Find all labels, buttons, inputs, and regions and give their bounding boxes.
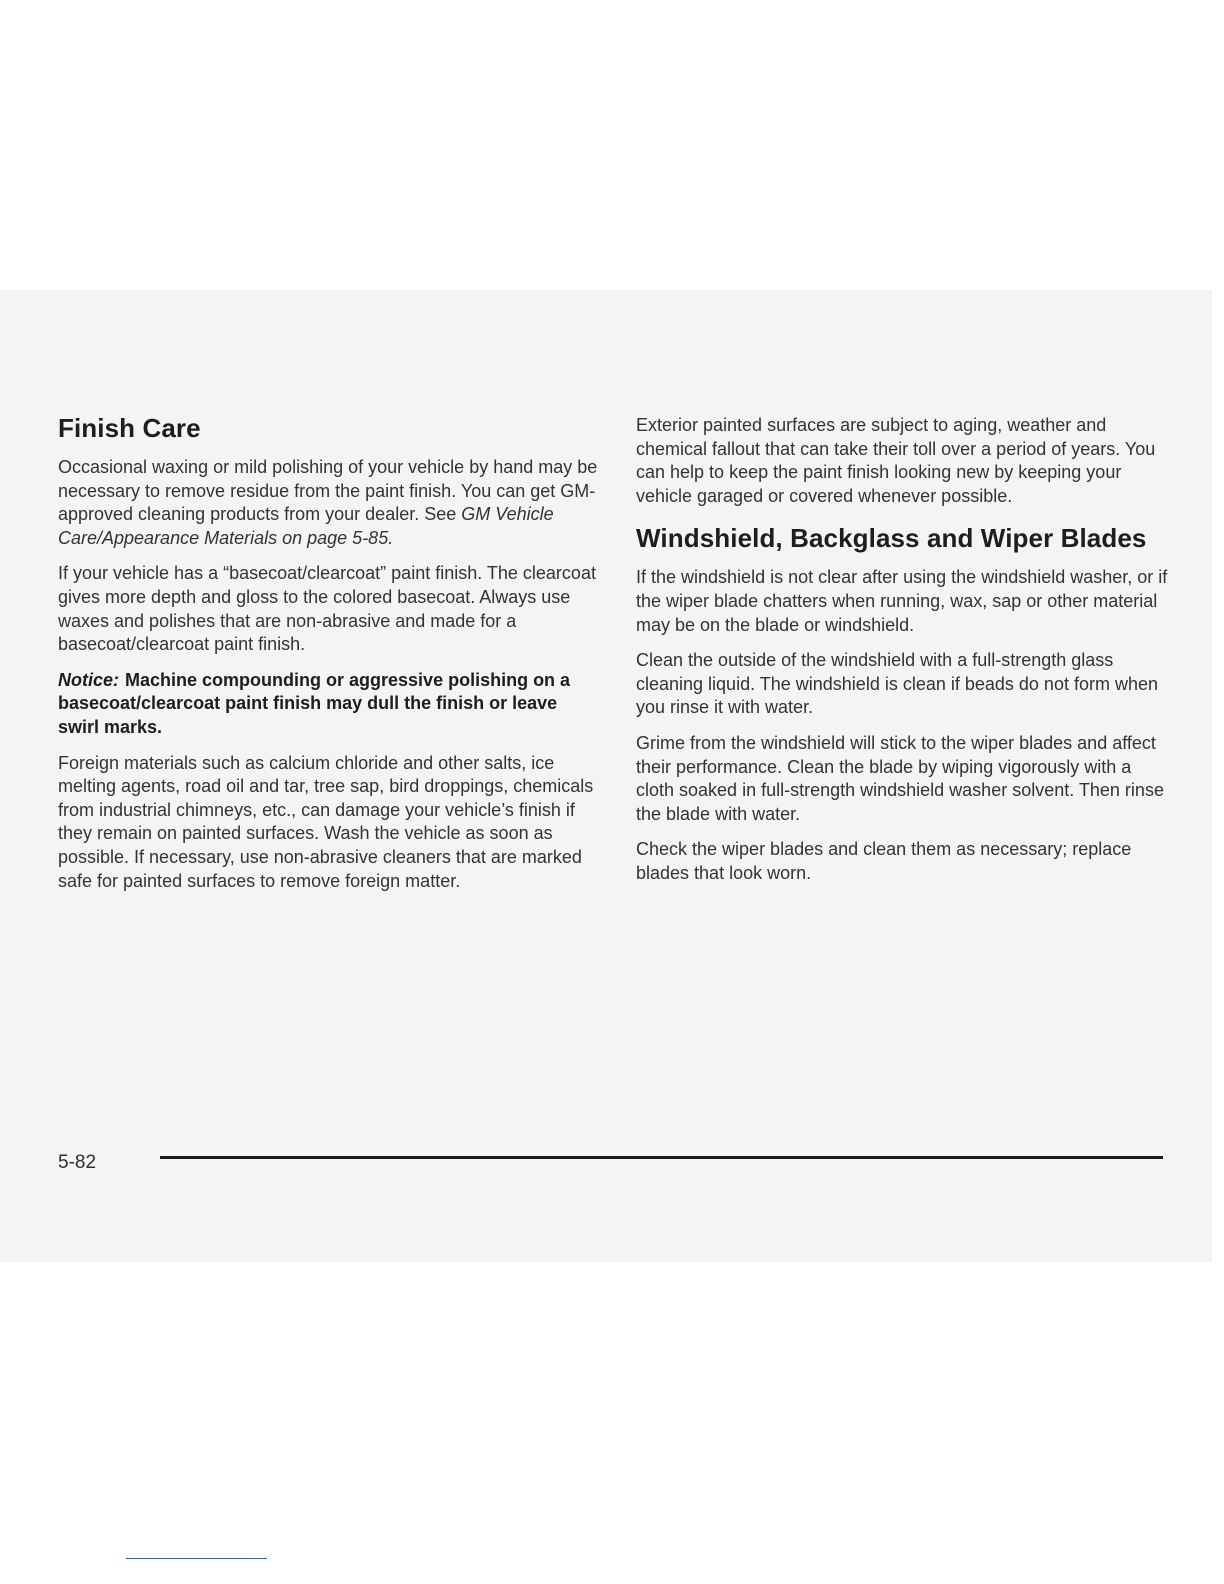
paragraph-basecoat: If your vehicle has a “basecoat/clearcoat” paint finish. The clearcoat gives more depth and gloss to the colored basecoat. Always use waxes and polishes that are non-abrasive and made for a basecoat/clearcoat paint finish. [58, 563, 596, 655]
left-column [58, 412, 598, 905]
notice-block [58, 669, 598, 740]
cross-reference-link[interactable]: GM Vehicle Care/Appearance Materials on page 5-85. [58, 504, 554, 548]
section-heading-finish-care: Finish Care [58, 413, 201, 443]
page-number: 5-82 [58, 1152, 97, 1173]
paragraph-clean-outside: Clean the outside of the windshield with a full-strength glass cleaning liquid. The windshield is clean if beads do not form when you rinse it with water. [636, 650, 1158, 718]
paragraph-foreign-materials: Foreign materials such as calcium chloride and other salts, ice melting agents, road oil and tar, tree sap, bird droppings, chemicals from industrial chimneys, etc., can damage your vehicle’s finish if they remain on painted surfaces. Wash the vehicle as soon as possible. If necessary, use non-abrasive cleaners that are marked safe for painted surfaces to remove foreign matter. [58, 752, 594, 891]
decorative-underline [126, 1558, 267, 1559]
paragraph-exterior-surfaces: Exterior painted surfaces are subject to aging, weather and chemical fallout that can take their toll over a period of years. You can help to keep the paint finish looking new by keeping your vehicle garaged or covered whenever possible. [636, 415, 1156, 506]
paragraph-waxing-text: Occasional waxing or mild polishing of your vehicle by hand may be necessary to remove residue from the paint finish. You can get GM-approved cleaning products from your dealer. See [58, 457, 598, 525]
paragraph-waxing [58, 456, 598, 550]
section-heading-windshield: Windshield, Backglass and Wiper Blades [636, 523, 1147, 554]
notice-label: Notice: [58, 669, 120, 690]
paragraph-grime: Grime from the windshield will stick to the wiper blades and affect their performance. Clean the blade by wiping vigorously with a cloth soaked in full-strength windshield washer solvent. Then rinse the blade with water. [636, 732, 1164, 824]
paragraph-check-blades: Check the wiper blades and clean them as necessary; replace blades that look worn. [636, 839, 1132, 883]
notice-text: Machine compounding or aggressive polishing on a basecoat/clearcoat paint finish may dull the finish or leave swirl marks. [58, 669, 571, 737]
paragraph-windshield-not-clear: If the windshield is not clear after using the windshield washer, or if the wiper blade chatters when running, wax, sap or other material may be on the blade or windshield. [636, 567, 1168, 635]
footer-divider [160, 1156, 1163, 1159]
right-column [636, 414, 1170, 898]
